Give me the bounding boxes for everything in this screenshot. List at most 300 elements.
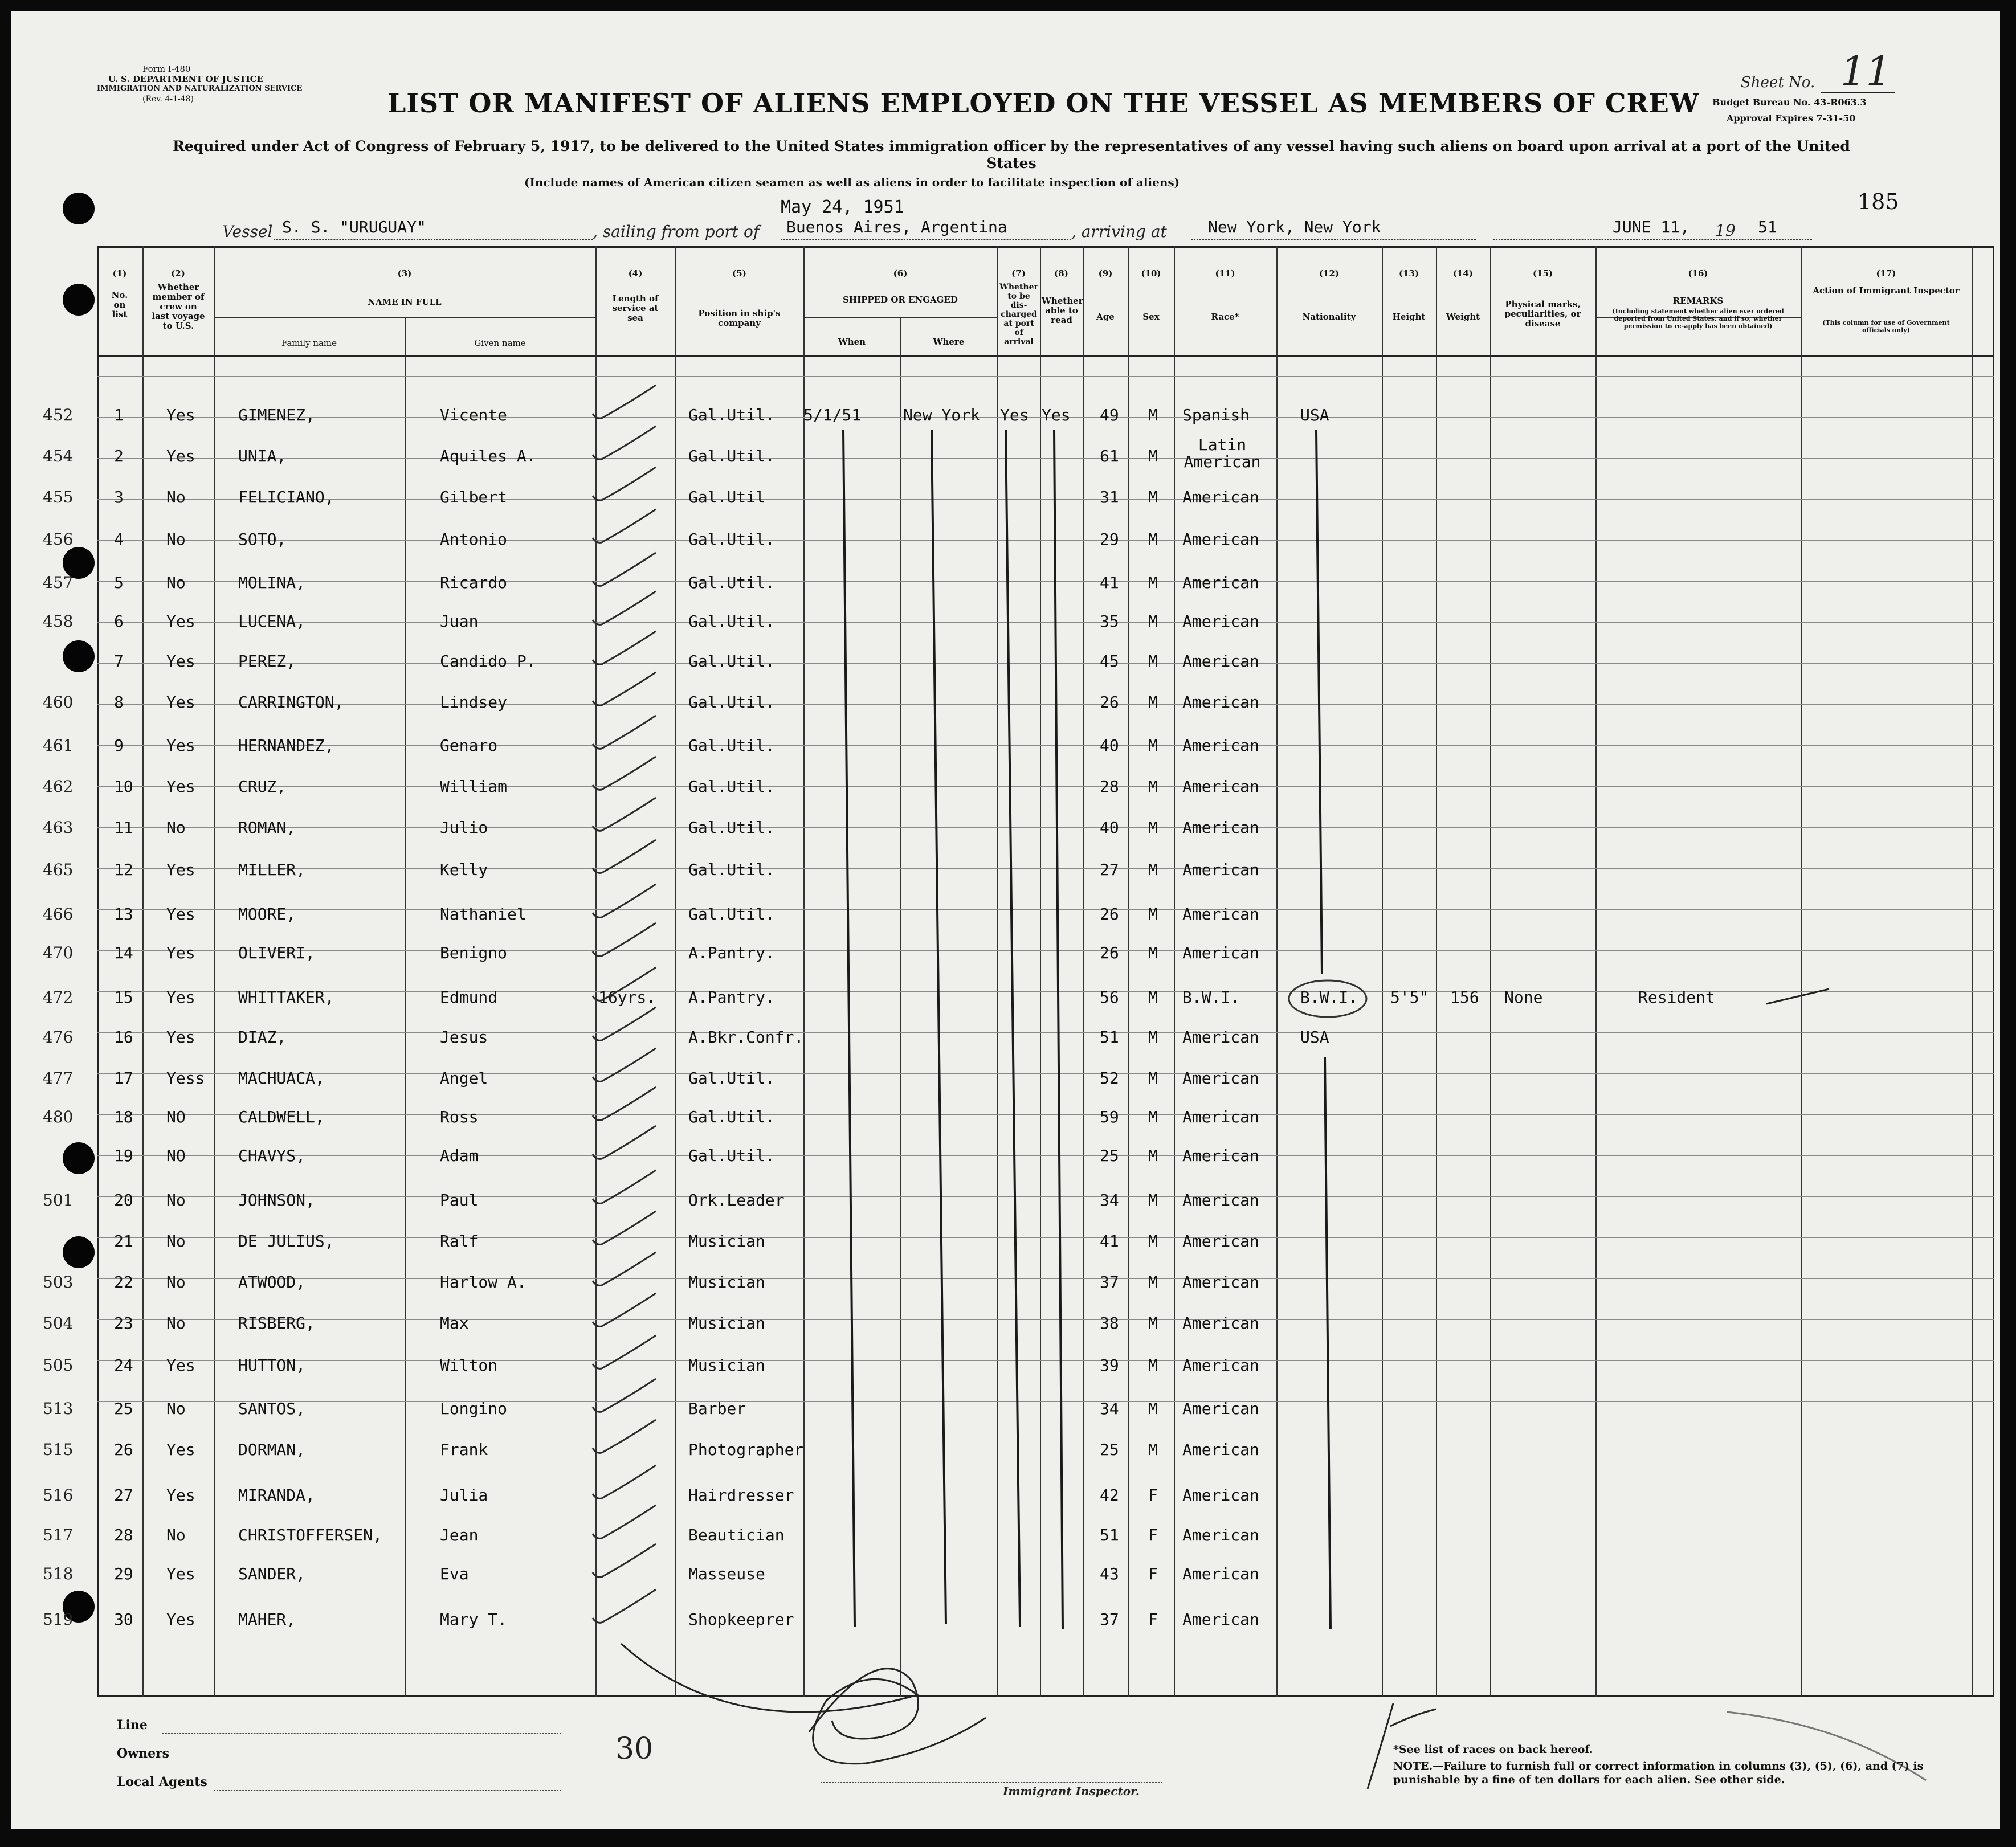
cell-given: Vicente [440,406,508,424]
cell-sex: M [1148,818,1158,837]
col1-number: (1) [112,268,127,279]
cell-position: Gal.Util. [688,406,775,424]
cell-given: Edmund [440,988,498,1007]
cell-sex: M [1148,736,1158,755]
cell-sex: M [1148,1232,1158,1251]
cell-age: 40 [1100,818,1119,837]
cell-prev: Yes [166,1028,195,1047]
cell-age: 26 [1100,693,1119,712]
form-number: Form I-480 [142,64,191,74]
cell-sex: M [1148,1069,1158,1088]
cell-ledger: 462 [43,777,74,796]
cell-position: Musician [688,1232,765,1251]
cell-family: CHAVYS, [238,1146,306,1165]
cell-race: American [1182,1108,1259,1126]
col3-header: NAME IN FULL [368,297,442,307]
cell-prev: Yes [166,736,195,755]
cell-race: American [1182,818,1259,837]
cell-prev: Yes [166,1564,195,1583]
cell-sex: M [1148,573,1158,592]
cell-no: 29 [114,1564,133,1583]
cell-position: Gal.Util. [688,612,775,631]
cell-ledger: 476 [43,1028,74,1047]
arrival-year: 51 [1758,218,1777,236]
cell-no: 24 [114,1356,133,1375]
cell-prev: Yes [166,693,195,712]
footer-line-label: Line [117,1718,148,1732]
cell-sex: M [1148,1399,1158,1418]
cell-when: 5/1/51 [803,406,862,424]
cell-position: Gal.Util. [688,573,775,592]
cell-no: 20 [114,1191,133,1209]
cell-family: HERNANDEZ, [238,736,334,755]
cell-given: Longino [440,1399,508,1418]
cell-given: Eva [440,1564,469,1583]
cell-race: Latin American [1184,435,1261,471]
check-mark [593,631,656,664]
cell-position: Gal.Util. [688,736,775,755]
cell-ledger: 452 [43,406,74,424]
col7-header: Whether to be dis-charged at port of arrival [999,283,1038,346]
cell-no: 22 [114,1273,133,1292]
cell-ledger: 470 [43,943,74,962]
check-mark [593,1126,656,1159]
ditto-strokes [11,11,2000,1829]
cell-ledger: 461 [43,736,74,755]
cell-age: 31 [1100,488,1119,506]
cell-prev: Yes [166,777,195,796]
sheet-label: Sheet No. [1741,74,1815,91]
check-mark [593,1335,656,1368]
cell-age: 59 [1100,1108,1119,1126]
cell-race: American [1182,1146,1259,1165]
cell-read: Yes [1042,406,1071,424]
cell-family: HUTTON, [238,1356,306,1375]
cell-given: Mary T. [440,1610,508,1629]
cell-given: Angel [440,1069,488,1088]
arrival-century: 19 [1715,221,1736,240]
service: IMMIGRATION AND NATURALIZATION SERVICE [97,84,303,93]
cell-no: 15 [114,988,133,1007]
cell-weight: 156 [1450,988,1479,1007]
cell-race: American [1182,777,1259,796]
cell-family: MIRANDA, [238,1486,315,1505]
cell-family: ROMAN, [238,818,296,837]
cell-age: 28 [1100,777,1119,796]
cell-given: Gilbert [440,488,508,506]
cell-age: 45 [1100,652,1119,671]
col3-number: (3) [397,268,412,279]
cell-prev: Yes [166,1486,195,1505]
cell-sex: M [1148,943,1158,962]
check-mark [593,1293,656,1326]
cell-age: 27 [1100,860,1119,879]
cell-position: A.Pantry. [688,943,775,962]
cell-prev: No [166,1399,186,1418]
col6-where-header: Where [933,337,965,347]
cell-race: American [1182,488,1259,506]
col12-number: (12) [1319,268,1340,279]
check-mark [593,1170,656,1203]
cell-given: Kelly [440,860,488,879]
col14-number: (14) [1452,268,1474,279]
cell-position: Musician [688,1356,765,1375]
col8-number: (8) [1054,268,1068,279]
cell-race: American [1182,1440,1259,1459]
budget-bureau: Budget Bureau No. 43-R063.3 [1712,97,1867,108]
cell-given: Juan [440,612,479,631]
col2-number: (2) [171,268,185,279]
cell-nationality: USA [1300,1028,1329,1047]
col10-number: (10) [1141,268,1161,279]
cell-given: Jean [440,1526,479,1544]
cell-prev: Yes [166,905,195,924]
cell-ledger: 480 [43,1108,74,1126]
cell-prev: Yes [166,943,195,962]
cell-race: American [1182,1028,1259,1047]
check-mark [593,1544,656,1577]
col17-note: (This column for use of Government officials only) [1822,319,1950,334]
cell-position: A.Pantry. [688,988,775,1007]
col9-number: (9) [1098,268,1113,279]
cell-ledger: 519 [43,1610,74,1629]
col3-family-header: Family name [281,338,337,348]
cell-no: 6 [114,612,124,631]
cell-age: 52 [1100,1069,1119,1088]
sailing-label: , sailing from port of [593,222,760,241]
cell-prev: Yes [166,1356,195,1375]
footer-agents-rule [214,1790,561,1791]
cell-family: CRUZ, [238,777,287,796]
col12-header: Nationality [1302,312,1356,322]
cell-age: 42 [1100,1486,1119,1505]
cell-race: American [1182,905,1259,924]
cell-position: Gal.Util. [688,905,775,924]
sailing-port: Buenos Aires, Argentina [786,218,1007,236]
cell-prev: No [166,573,186,592]
cell-prev: No [166,1314,186,1333]
cell-age: 34 [1100,1191,1119,1209]
cell-no: 1 [114,406,124,424]
cell-race: American [1182,1273,1259,1292]
cell-family: MACHUACA, [238,1069,325,1088]
cell-age: 29 [1100,530,1119,549]
cell-family: SOTO, [238,530,287,549]
arriving-port: New York, New York [1208,218,1381,236]
vessel-name: S. S. "URUGUAY" [282,218,426,236]
cell-position: Gal.Util. [688,693,775,712]
manifest-sheet [11,11,2000,1829]
cell-position: Musician [688,1273,765,1292]
cell-family: CHRISTOFFERSEN, [238,1526,382,1544]
cell-no: 3 [114,488,124,506]
col5-header: Position in ship's company [698,308,781,328]
col6-number: (6) [893,268,908,279]
cell-position: Gal.Util. [688,1146,775,1165]
cell-ledger: 458 [43,612,74,631]
cell-position: Barber [688,1399,746,1418]
cell-prev: No [166,1191,186,1209]
cell-ledger: 516 [43,1486,74,1505]
cell-sex: M [1148,1356,1158,1375]
footer-owners-label: Owners [117,1746,170,1761]
crew-count: 30 [615,1732,654,1766]
cell-sex: F [1148,1486,1158,1505]
cell-no: 21 [114,1232,133,1251]
cell-prev: No [166,818,186,837]
cell-family: RISBERG, [238,1314,315,1333]
cell-age: 26 [1100,905,1119,924]
cell-race: American [1182,1069,1259,1088]
cell-family: MOLINA, [238,573,306,592]
cell-ledger: 463 [43,818,74,837]
cell-family: DIAZ, [238,1028,287,1047]
cell-ledger: 503 [43,1273,74,1292]
cell-position: Gal.Util. [688,530,775,549]
cell-age: 56 [1100,988,1119,1007]
cell-prev: No [166,1273,186,1292]
check-mark [593,967,656,1000]
cell-no: 5 [114,573,124,592]
cell-sex: M [1148,447,1158,465]
cell-prev: Yes [166,447,195,465]
cell-prev: Yess [166,1069,205,1088]
sailing-date: May 24, 1951 [781,197,904,217]
col16-note: (Including statement whether alien ever ordered deported from United States, and if so, whether permission to re-apply has been obtained) [1612,308,1784,330]
cell-position: Beautician [688,1526,785,1544]
cell-family: LUCENA, [238,612,306,631]
cell-given: William [440,777,508,796]
cell-prev: NO [166,1146,186,1165]
cell-race: Spanish [1182,406,1250,424]
cell-age: 61 [1100,447,1119,465]
approval-expires: Approval Expires 7-31-50 [1727,113,1856,124]
cell-race: American [1182,1232,1259,1251]
cell-race: American [1182,943,1259,962]
arriving-label: , arriving at [1071,222,1167,241]
cell-prev: Yes [166,612,195,631]
cell-position: Ork.Leader [688,1191,785,1209]
cell-sex: M [1148,1108,1158,1126]
col4-number: (4) [628,268,643,279]
inspector-rule [821,1782,1162,1783]
cell-prev: Yes [166,988,195,1007]
cell-remarks: Resident [1638,988,1715,1007]
cell-no: 25 [114,1399,133,1418]
cell-position: Gal.Util. [688,860,775,879]
check-mark [593,553,656,586]
cell-sex: M [1148,652,1158,671]
check-mark [593,1048,656,1081]
cell-no: 23 [114,1314,133,1333]
cell-race: American [1182,612,1259,631]
cell-nationality: B.W.I. [1300,988,1358,1007]
department: U. S. DEPARTMENT OF JUSTICE [108,74,264,84]
include-note: (Include names of American citizen seamen as well as aliens in order to facilitate inspection of aliens) [524,175,1180,189]
cell-age: 51 [1100,1526,1119,1544]
cell-given: Antonio [440,530,508,549]
col3-given-header: Given name [474,338,526,348]
check-mark [593,1252,656,1285]
footer-agents-label: Local Agents [117,1775,207,1789]
cell-family: ATWOOD, [238,1273,306,1292]
cell-family: SANTOS, [238,1399,306,1418]
cell-no: 12 [114,860,133,879]
cell-sex: M [1148,406,1158,424]
check-mark [593,591,656,624]
check-mark [593,385,656,418]
cell-prev: Yes [166,406,195,424]
cell-family: MOORE, [238,905,296,924]
cell-race: American [1182,1314,1259,1333]
cell-given: Ross [440,1108,479,1126]
cell-race: American [1182,736,1259,755]
cell-discharged: Yes [1000,406,1029,424]
cell-age: 39 [1100,1356,1119,1375]
cell-height: 5'5" [1390,988,1429,1007]
cell-sex: M [1148,1273,1158,1292]
cell-family: WHITTAKER, [238,988,334,1007]
cell-no: 9 [114,736,124,755]
cell-no: 18 [114,1108,133,1126]
cell-prev: NO [166,1108,186,1126]
cell-prev: No [166,1232,186,1251]
cell-prev: Yes [166,860,195,879]
cell-ledger: 472 [43,988,74,1007]
cell-position: Musician [688,1314,765,1333]
col15-number: (15) [1532,268,1553,279]
cell-sex: M [1148,1314,1158,1333]
cell-prev: No [166,530,186,549]
cell-ledger: 518 [43,1564,74,1583]
form-revision: (Rev. 4-1-48) [142,95,194,104]
cell-no: 13 [114,905,133,924]
check-mark [593,672,656,705]
cell-race: American [1182,693,1259,712]
form-subtitle: Required under Act of Congress of February 5, 1917, to be delivered to the United States immigration officer by the representatives of any vessel having such aliens on board upon arrival at a port of the United States [173,138,1850,171]
cell-ledger: 501 [43,1191,74,1209]
cell-age: 34 [1100,1399,1119,1418]
cell-given: Benigno [440,943,508,962]
cell-position: Gal.Util [688,488,765,506]
cell-age: 25 [1100,1146,1119,1165]
cell-family: CALDWELL, [238,1108,325,1126]
cell-no: 2 [114,447,124,465]
cell-ledger: 513 [43,1399,74,1418]
cell-age: 25 [1100,1440,1119,1459]
check-mark [593,798,656,831]
check-mark [593,840,656,873]
cell-given: Julia [440,1486,488,1505]
check-mark [593,1087,656,1120]
col6-when-header: When [838,337,866,347]
cell-position: Gal.Util. [688,818,775,837]
sheet-number: 11 [1840,48,1892,95]
cell-sex: M [1148,612,1158,631]
check-mark [593,1465,656,1498]
col5-number: (5) [732,268,746,279]
cell-age: 43 [1100,1564,1119,1583]
cell-family: UNIA, [238,447,287,465]
cell-given: Genaro [440,736,498,755]
cell-race: American [1182,573,1259,592]
col17-number: (17) [1876,268,1896,279]
cell-position: Masseuse [688,1564,765,1583]
col8-header: Whether able to read [1042,296,1083,325]
inspector-label: Immigrant Inspector. [1003,1784,1140,1798]
cell-no: 26 [114,1440,133,1459]
cell-family: SANDER, [238,1564,306,1583]
cell-sex: M [1148,1146,1158,1165]
cell-no: 17 [114,1069,133,1088]
cell-race: B.W.I. [1182,988,1240,1007]
cell-sex: M [1148,988,1158,1007]
col7-number: (7) [1011,268,1026,279]
check-mark [593,716,656,749]
cell-no: 30 [114,1610,133,1629]
col17-header: Action of Immigrant Inspector [1813,285,1960,296]
cell-no: 7 [114,652,124,671]
cell-sex: M [1148,530,1158,549]
penalty-note: NOTE.—Failure to furnish full or correct information in columns (3), (5), (6), and (7) is punishable by a fine of ten dollars for each alien. See other side. [1393,1760,1924,1786]
check-mark [593,467,656,500]
cell-ledger: 454 [43,447,74,465]
col4-header: Length of service at sea [612,293,659,323]
cell-given: Paul [440,1191,479,1209]
cell-position: Gal.Util. [688,652,775,671]
cell-family: FELICIANO, [238,488,334,506]
cell-given: Adam [440,1146,479,1165]
cell-race: American [1182,1191,1259,1209]
cell-no: 10 [114,777,133,796]
cell-ledger: 460 [43,693,74,712]
cell-family: PEREZ, [238,652,296,671]
cell-given: Lindsey [440,693,508,712]
cell-given: Candido P. [440,652,536,671]
check-mark [593,509,656,542]
check-mark [593,1379,656,1412]
cell-given: Julio [440,818,488,837]
cell-position: Gal.Util. [688,1069,775,1088]
cell-given: Ricardo [440,573,508,592]
cell-ledger: 455 [43,488,74,506]
col2-header: Whether member of crew on last voyage to U.S. [152,282,205,331]
cell-ledger: 517 [43,1526,74,1544]
cell-no: 16 [114,1028,133,1047]
cell-age: 49 [1100,406,1119,424]
page-number: 185 [1858,189,1899,214]
cell-ledger: 465 [43,860,74,879]
cell-position: Hairdresser [688,1486,794,1505]
cell-prev: No [166,488,186,506]
cell-race: American [1182,530,1259,549]
cell-age: 35 [1100,612,1119,631]
cell-race: American [1182,1526,1259,1544]
check-mark [593,1589,656,1623]
cell-given: Jesus [440,1028,488,1047]
cell-age: 26 [1100,943,1119,962]
check-mark [593,1211,656,1244]
cell-prev: Yes [166,1440,195,1459]
check-mark [593,884,656,917]
cell-no: 8 [114,693,124,712]
footer-line-rule [162,1733,561,1734]
cell-sex: M [1148,488,1158,506]
cell-position: Gal.Util. [688,1108,775,1126]
cell-family: MILLER, [238,860,306,879]
col16-header: REMARKS [1672,296,1724,306]
cell-given: Nathaniel [440,905,527,924]
